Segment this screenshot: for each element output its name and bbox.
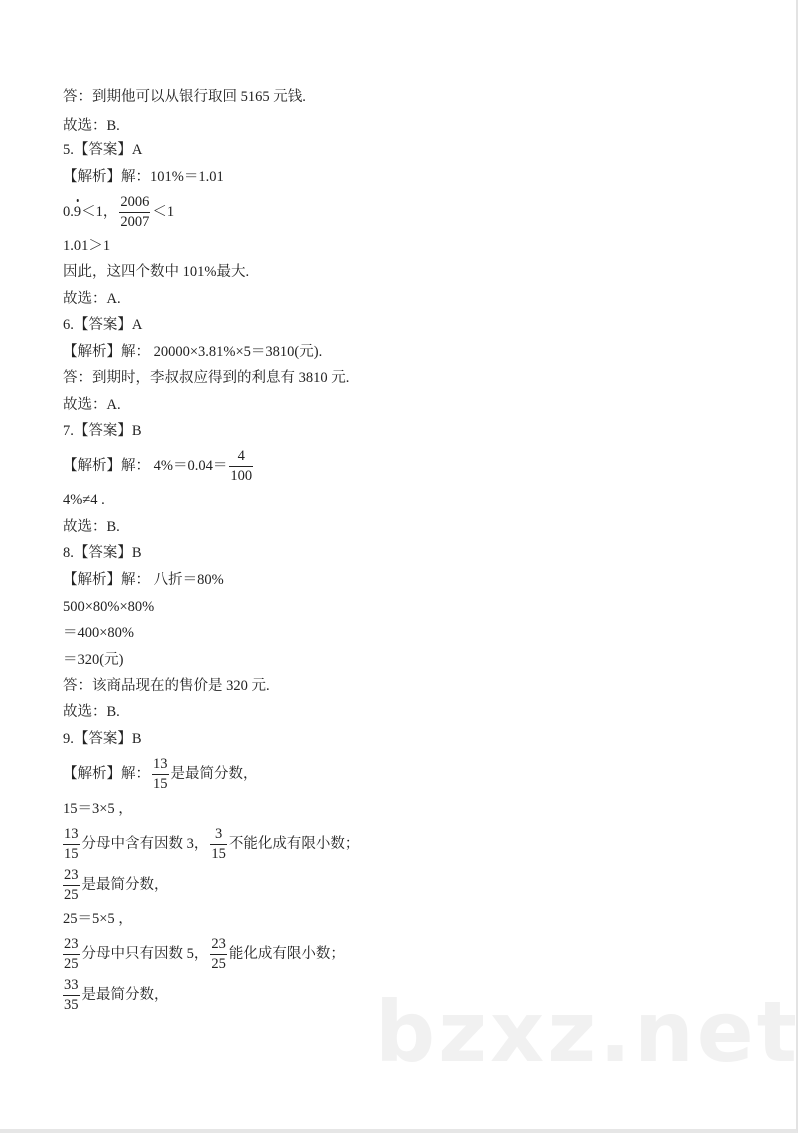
fraction <box>152 756 169 793</box>
text: ＜1， <box>81 204 118 220</box>
text: 8.【答案】B <box>63 545 142 561</box>
text: 分母中只有因数 5， <box>81 946 209 962</box>
calc-line-q8-1 <box>63 597 154 617</box>
fraction <box>63 826 80 863</box>
denominator: 25 <box>211 955 226 972</box>
answer-line-q6 <box>63 368 349 388</box>
fraction <box>63 936 80 973</box>
calc-line-q8-3 <box>63 650 123 670</box>
fraction <box>210 826 227 863</box>
analysis-line-q7 <box>63 447 255 484</box>
numerator: 4 <box>237 447 245 464</box>
text: 【解析】解：101%＝1.01 <box>63 169 224 185</box>
text: 是最简分数， <box>81 877 169 893</box>
text: 故选：B. <box>63 704 120 720</box>
denominator: 15 <box>211 845 226 862</box>
fraction <box>210 936 227 973</box>
factor-line-q9-2 <box>63 909 133 929</box>
text: 500×80%×80% <box>63 599 155 615</box>
analysis-line-q6 <box>63 342 322 362</box>
choice-line-q7 <box>63 517 120 537</box>
text: 分母中含有因数 3， <box>81 836 209 852</box>
text: 1.01＞1 <box>63 238 111 254</box>
text: 25＝5×5 ， <box>63 911 133 927</box>
numerator: 3 <box>215 825 223 842</box>
answer-header-q7 <box>63 421 142 441</box>
fraction <box>229 448 253 485</box>
numerator: 23 <box>211 935 226 952</box>
text: 因此，这四个数中 101%最大. <box>63 264 250 280</box>
text: ＝400×80% <box>63 625 135 641</box>
denominator: 35 <box>64 996 79 1013</box>
numerator: 23 <box>64 935 79 952</box>
text: 能化成有限小数； <box>228 946 345 962</box>
fraction <box>119 194 150 231</box>
factor-line-q9-1 <box>63 799 133 819</box>
choice-line-q6 <box>63 395 121 415</box>
answer-line-q4 <box>63 87 306 107</box>
analysis-line-q9 <box>63 755 258 792</box>
text: 答：到期他可以从银行取回 5165 元钱. <box>63 89 306 105</box>
conclusion-line-q5 <box>63 262 249 282</box>
text: 是最简分数， <box>170 766 258 782</box>
denominator: 2007 <box>120 213 150 230</box>
answer-header-q5 <box>63 140 142 160</box>
numerator: 33 <box>64 976 79 993</box>
text: 故选：B. <box>63 519 120 535</box>
answer-header-q6 <box>63 315 142 335</box>
denominator: 100 <box>230 467 253 484</box>
choice-line-q5 <box>63 289 121 309</box>
answer-header-q8 <box>63 543 142 563</box>
text: 5.【答案】A <box>63 142 143 158</box>
text: 【解析】解： 八折＝80% <box>63 572 224 588</box>
text: 4%≠4 . <box>63 492 105 508</box>
denominator: 15 <box>153 775 168 792</box>
choice-line-q8 <box>63 702 120 722</box>
answer-line-q8 <box>63 676 270 696</box>
reason-line-q9-1 <box>63 825 360 862</box>
simplest-line-q9-2 <box>63 866 169 903</box>
fraction <box>63 867 80 904</box>
text: 6.【答案】A <box>63 317 143 333</box>
numerator: 13 <box>153 755 168 772</box>
denominator: 15 <box>64 845 79 862</box>
reason-line-q9-2 <box>63 935 345 972</box>
choice-line-q4 <box>63 116 120 136</box>
text: 故选：B. <box>63 118 120 134</box>
inequality-line-q7 <box>63 490 105 510</box>
text: 【解析】解： <box>63 766 150 782</box>
text: 答：到期时，李叔叔应得到的利息有 3810 元. <box>63 370 350 386</box>
text: 答：该商品现在的售价是 320 元. <box>63 678 270 694</box>
simplest-line-q9-3 <box>63 976 169 1013</box>
answer-header-q9 <box>63 729 142 749</box>
repeating-digit: 9 <box>73 204 82 220</box>
text: 故选：A. <box>63 397 121 413</box>
text: 【解析】解： 4%＝0.04＝ <box>63 458 228 474</box>
text: 7.【答案】B <box>63 423 142 439</box>
denominator: 25 <box>64 955 79 972</box>
calc-line-q8-2 <box>63 623 134 643</box>
watermark: bzxz.net <box>375 983 800 1081</box>
comparison-line-q5 <box>63 193 175 230</box>
text: 0. <box>63 204 74 220</box>
numerator: 13 <box>64 825 79 842</box>
analysis-line-q8 <box>63 570 224 590</box>
text: ＝320(元) <box>63 652 124 668</box>
analysis-line-q5 <box>63 167 224 187</box>
numerator: 2006 <box>120 193 150 210</box>
text: 故选：A. <box>63 291 121 307</box>
fraction <box>63 977 80 1014</box>
text: 15＝3×5 ， <box>63 801 133 817</box>
text: 是最简分数， <box>81 987 169 1003</box>
numerator: 23 <box>64 866 79 883</box>
text: 不能化成有限小数； <box>228 836 360 852</box>
text: ＜1 <box>152 204 175 220</box>
denominator: 25 <box>64 886 79 903</box>
comparison-line-q5b <box>63 236 110 256</box>
text: 【解析】解： 20000×3.81%×5＝3810(元). <box>63 344 323 360</box>
text: 9.【答案】B <box>63 731 142 747</box>
